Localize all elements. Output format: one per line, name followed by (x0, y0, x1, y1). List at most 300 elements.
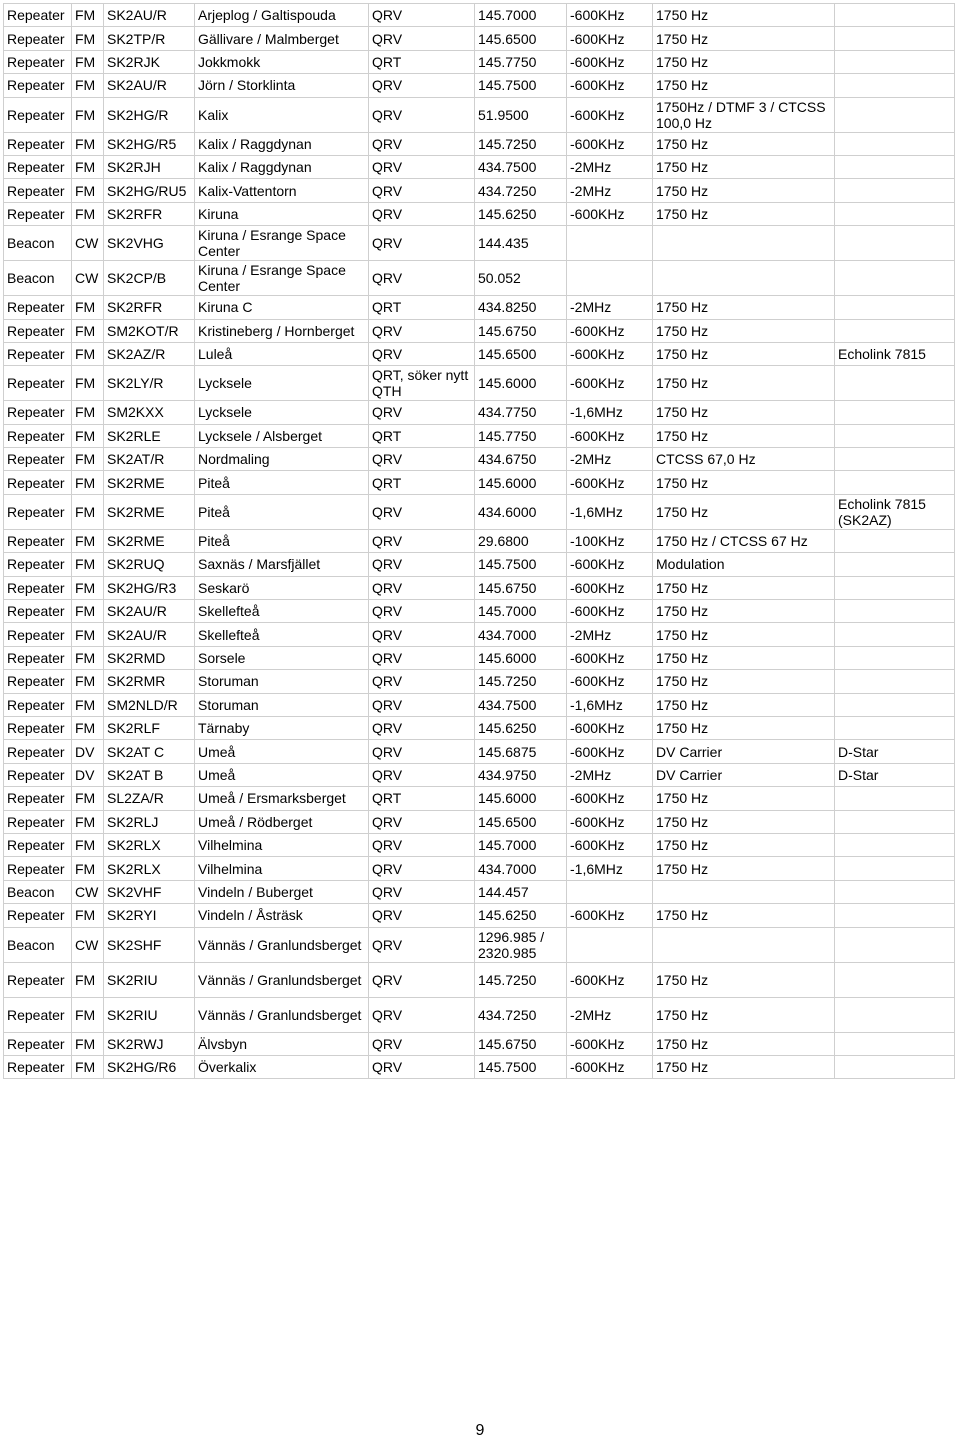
cell-location: Lycksele / Alsberget (195, 424, 369, 447)
cell-frequency: 434.7000 (475, 857, 567, 880)
cell-access: 1750 Hz (653, 342, 835, 365)
cell-note (835, 810, 955, 833)
cell-mode: FM (72, 623, 104, 646)
cell-type: Repeater (4, 319, 72, 342)
cell-note (835, 155, 955, 178)
cell-frequency: 145.7500 (475, 1055, 567, 1078)
cell-note (835, 553, 955, 576)
cell-note (835, 261, 955, 296)
cell-shift: -600KHz (567, 1032, 653, 1055)
cell-access: 1750 Hz (653, 904, 835, 927)
cell-status: QRV (369, 576, 475, 599)
table-row (4, 857, 955, 880)
cell-frequency: 145.6000 (475, 787, 567, 810)
cell-status: QRV (369, 857, 475, 880)
cell-frequency: 145.6250 (475, 904, 567, 927)
cell-access: 1750 Hz (653, 74, 835, 97)
cell-location: Saxnäs / Marsfjället (195, 553, 369, 576)
cell-frequency: 434.8250 (475, 296, 567, 319)
cell-callsign: SK2HG/R3 (104, 576, 195, 599)
cell-type: Repeater (4, 1032, 72, 1055)
cell-frequency: 434.6750 (475, 448, 567, 471)
cell-note (835, 319, 955, 342)
cell-frequency: 145.6000 (475, 471, 567, 494)
table-row (4, 471, 955, 494)
cell-callsign: SM2NLD/R (104, 693, 195, 716)
cell-note (835, 179, 955, 202)
cell-shift: -2MHz (567, 155, 653, 178)
cell-callsign: SK2RUQ (104, 553, 195, 576)
cell-status: QRV (369, 763, 475, 786)
cell-access: 1750 Hz (653, 27, 835, 50)
table-row (4, 904, 955, 927)
table-row (4, 670, 955, 693)
cell-shift: -600KHz (567, 646, 653, 669)
cell-mode: FM (72, 857, 104, 880)
cell-shift: -2MHz (567, 763, 653, 786)
cell-frequency: 434.7250 (475, 997, 567, 1032)
cell-callsign: SK2RME (104, 529, 195, 552)
cell-status: QRV (369, 553, 475, 576)
cell-note (835, 1032, 955, 1055)
table-row (4, 50, 955, 73)
cell-mode: FM (72, 833, 104, 856)
cell-access: DV Carrier (653, 763, 835, 786)
cell-shift: -600KHz (567, 202, 653, 225)
cell-status: QRV (369, 1032, 475, 1055)
cell-access: 1750 Hz (653, 202, 835, 225)
cell-status: QRV (369, 342, 475, 365)
cell-shift (567, 226, 653, 261)
cell-access: Modulation (653, 553, 835, 576)
cell-shift: -600KHz (567, 74, 653, 97)
cell-type: Repeater (4, 179, 72, 202)
table-row (4, 553, 955, 576)
cell-location: Lycksele (195, 366, 369, 401)
cell-access: 1750 Hz (653, 471, 835, 494)
table-row (4, 155, 955, 178)
repeater-table (3, 3, 955, 1079)
cell-access: 1750 Hz (653, 716, 835, 739)
cell-mode: FM (72, 401, 104, 424)
cell-callsign: SK2RMR (104, 670, 195, 693)
cell-access: 1750 Hz (653, 366, 835, 401)
cell-frequency: 145.6750 (475, 319, 567, 342)
cell-mode: FM (72, 366, 104, 401)
cell-type: Repeater (4, 962, 72, 997)
cell-status: QRV (369, 1055, 475, 1078)
cell-frequency: 144.457 (475, 880, 567, 903)
cell-status: QRT (369, 296, 475, 319)
cell-callsign: SK2HG/R5 (104, 132, 195, 155)
cell-status: QRV (369, 962, 475, 997)
cell-callsign: SK2AT/R (104, 448, 195, 471)
cell-shift: -2MHz (567, 623, 653, 646)
cell-access: 1750 Hz (653, 857, 835, 880)
cell-type: Repeater (4, 693, 72, 716)
cell-location: Överkalix (195, 1055, 369, 1078)
cell-location: Arjeplog / Galtispouda (195, 4, 369, 27)
cell-location: Umeå / Ersmarksberget (195, 787, 369, 810)
cell-status: QRV (369, 27, 475, 50)
table-row (4, 342, 955, 365)
cell-shift: -600KHz (567, 27, 653, 50)
cell-access: 1750 Hz (653, 576, 835, 599)
cell-status: QRV (369, 261, 475, 296)
cell-shift: -600KHz (567, 366, 653, 401)
cell-status: QRV (369, 319, 475, 342)
cell-type: Repeater (4, 623, 72, 646)
cell-type: Repeater (4, 904, 72, 927)
cell-location: Skellefteå (195, 623, 369, 646)
cell-access: 1750 Hz (653, 1055, 835, 1078)
cell-shift: -600KHz (567, 553, 653, 576)
cell-location: Umeå (195, 763, 369, 786)
cell-mode: FM (72, 646, 104, 669)
cell-callsign: SK2RIU (104, 997, 195, 1032)
cell-callsign: SK2RJK (104, 50, 195, 73)
cell-callsign: SK2RFR (104, 296, 195, 319)
cell-access: 1750 Hz (653, 4, 835, 27)
cell-frequency: 145.7250 (475, 132, 567, 155)
cell-access: 1750 Hz (653, 179, 835, 202)
cell-shift: -600KHz (567, 50, 653, 73)
cell-mode: FM (72, 448, 104, 471)
cell-shift: -600KHz (567, 833, 653, 856)
cell-frequency: 145.7500 (475, 553, 567, 576)
cell-type: Repeater (4, 202, 72, 225)
cell-location: Kristineberg / Hornberget (195, 319, 369, 342)
table-row (4, 810, 955, 833)
cell-mode: FM (72, 132, 104, 155)
cell-shift: -600KHz (567, 904, 653, 927)
cell-note (835, 600, 955, 623)
cell-status: QRV (369, 600, 475, 623)
table-row (4, 494, 955, 529)
cell-type: Repeater (4, 553, 72, 576)
cell-note (835, 401, 955, 424)
table-row (4, 424, 955, 447)
cell-access (653, 261, 835, 296)
cell-location: Storuman (195, 693, 369, 716)
cell-type: Repeater (4, 529, 72, 552)
cell-mode: FM (72, 471, 104, 494)
cell-mode: FM (72, 494, 104, 529)
cell-location: Vännäs / Granlundsberget (195, 962, 369, 997)
cell-access: 1750 Hz (653, 600, 835, 623)
cell-note (835, 27, 955, 50)
cell-note (835, 4, 955, 27)
cell-shift: -1,6MHz (567, 693, 653, 716)
cell-callsign: SK2RMD (104, 646, 195, 669)
cell-type: Repeater (4, 670, 72, 693)
table-row (4, 716, 955, 739)
table-row (4, 962, 955, 997)
table-row (4, 179, 955, 202)
cell-status: QRT, söker nytt QTH (369, 366, 475, 401)
cell-location: Piteå (195, 494, 369, 529)
cell-frequency: 145.6500 (475, 27, 567, 50)
cell-status: QRV (369, 494, 475, 529)
cell-callsign: SK2RLE (104, 424, 195, 447)
cell-frequency: 434.6000 (475, 494, 567, 529)
cell-status: QRV (369, 997, 475, 1032)
cell-frequency: 145.6500 (475, 810, 567, 833)
cell-frequency: 434.9750 (475, 763, 567, 786)
cell-status: QRV (369, 226, 475, 261)
cell-callsign: SK2AZ/R (104, 342, 195, 365)
cell-location: Sorsele (195, 646, 369, 669)
cell-shift: -600KHz (567, 4, 653, 27)
cell-callsign: SK2RLX (104, 857, 195, 880)
cell-shift: -1,6MHz (567, 857, 653, 880)
cell-callsign: SK2HG/R6 (104, 1055, 195, 1078)
cell-note (835, 962, 955, 997)
cell-mode: FM (72, 553, 104, 576)
cell-frequency: 145.7000 (475, 4, 567, 27)
cell-mode: FM (72, 1032, 104, 1055)
table-row (4, 600, 955, 623)
cell-mode: FM (72, 670, 104, 693)
cell-note (835, 1055, 955, 1078)
cell-status: QRV (369, 927, 475, 962)
cell-status: QRT (369, 50, 475, 73)
cell-frequency: 145.6875 (475, 740, 567, 763)
cell-frequency: 1296.985 / 2320.985 (475, 927, 567, 962)
cell-mode: FM (72, 296, 104, 319)
cell-type: Repeater (4, 401, 72, 424)
cell-type: Repeater (4, 763, 72, 786)
cell-note (835, 833, 955, 856)
cell-note (835, 623, 955, 646)
cell-type: Repeater (4, 366, 72, 401)
cell-type: Repeater (4, 833, 72, 856)
cell-callsign: SM2KOT/R (104, 319, 195, 342)
cell-shift (567, 880, 653, 903)
cell-access: 1750 Hz (653, 670, 835, 693)
cell-shift: -2MHz (567, 296, 653, 319)
cell-shift (567, 927, 653, 962)
page-number: 9 (475, 1422, 485, 1439)
cell-mode: DV (72, 763, 104, 786)
cell-callsign: SK2AU/R (104, 4, 195, 27)
cell-note (835, 904, 955, 927)
cell-location: Seskarö (195, 576, 369, 599)
table-row (4, 740, 955, 763)
cell-shift: -100KHz (567, 529, 653, 552)
table-row (4, 880, 955, 903)
cell-callsign: SK2AT C (104, 740, 195, 763)
table-row (4, 787, 955, 810)
cell-shift: -1,6MHz (567, 401, 653, 424)
cell-shift (567, 261, 653, 296)
cell-frequency: 145.7750 (475, 50, 567, 73)
cell-status: QRV (369, 693, 475, 716)
cell-callsign: SK2HG/R (104, 97, 195, 132)
cell-note (835, 448, 955, 471)
cell-note (835, 927, 955, 962)
cell-callsign: SK2RJH (104, 155, 195, 178)
cell-frequency: 145.6250 (475, 716, 567, 739)
cell-status: QRV (369, 904, 475, 927)
cell-status: QRV (369, 740, 475, 763)
cell-type: Beacon (4, 261, 72, 296)
cell-frequency: 145.6500 (475, 342, 567, 365)
cell-type: Repeater (4, 4, 72, 27)
cell-note: Echolink 7815 (835, 342, 955, 365)
cell-status: QRT (369, 787, 475, 810)
cell-shift: -600KHz (567, 787, 653, 810)
cell-type: Repeater (4, 810, 72, 833)
cell-note: D-Star (835, 740, 955, 763)
cell-type: Repeater (4, 74, 72, 97)
cell-access: 1750 Hz (653, 296, 835, 319)
cell-note (835, 576, 955, 599)
cell-location: Luleå (195, 342, 369, 365)
cell-note (835, 97, 955, 132)
cell-callsign: SK2TP/R (104, 27, 195, 50)
cell-location: Storuman (195, 670, 369, 693)
cell-type: Repeater (4, 424, 72, 447)
cell-status: QRV (369, 880, 475, 903)
cell-mode: FM (72, 342, 104, 365)
table-row (4, 296, 955, 319)
cell-status: QRV (369, 646, 475, 669)
cell-note (835, 646, 955, 669)
cell-access: DV Carrier (653, 740, 835, 763)
cell-type: Repeater (4, 97, 72, 132)
cell-note (835, 997, 955, 1032)
table-row (4, 366, 955, 401)
cell-type: Repeater (4, 576, 72, 599)
cell-location: Kalix (195, 97, 369, 132)
cell-location: Vindeln / Åsträsk (195, 904, 369, 927)
cell-note (835, 529, 955, 552)
cell-type: Repeater (4, 857, 72, 880)
cell-callsign: SK2RWJ (104, 1032, 195, 1055)
cell-access: CTCSS 67,0 Hz (653, 448, 835, 471)
cell-status: QRV (369, 155, 475, 178)
cell-access: 1750 Hz (653, 646, 835, 669)
cell-shift: -2MHz (567, 997, 653, 1032)
cell-type: Repeater (4, 155, 72, 178)
cell-access: 1750 Hz (653, 833, 835, 856)
cell-location: Piteå (195, 471, 369, 494)
cell-frequency: 145.7250 (475, 670, 567, 693)
cell-mode: CW (72, 927, 104, 962)
cell-status: QRV (369, 202, 475, 225)
cell-shift: -600KHz (567, 600, 653, 623)
cell-mode: FM (72, 50, 104, 73)
cell-mode: FM (72, 810, 104, 833)
cell-mode: FM (72, 74, 104, 97)
cell-location: Kiruna (195, 202, 369, 225)
cell-mode: FM (72, 997, 104, 1032)
table-row (4, 623, 955, 646)
cell-location: Piteå (195, 529, 369, 552)
cell-callsign: SK2RME (104, 471, 195, 494)
table-row (4, 226, 955, 261)
table-row (4, 448, 955, 471)
cell-frequency: 145.6000 (475, 366, 567, 401)
cell-note (835, 202, 955, 225)
cell-shift: -600KHz (567, 740, 653, 763)
cell-status: QRV (369, 670, 475, 693)
cell-shift: -600KHz (567, 424, 653, 447)
cell-location: Vännäs / Granlundsberget (195, 997, 369, 1032)
cell-type: Repeater (4, 716, 72, 739)
cell-access: 1750 Hz (653, 623, 835, 646)
cell-frequency: 145.7000 (475, 600, 567, 623)
cell-callsign: SK2RLX (104, 833, 195, 856)
cell-type: Repeater (4, 646, 72, 669)
cell-note (835, 50, 955, 73)
cell-status: QRV (369, 623, 475, 646)
cell-type: Beacon (4, 880, 72, 903)
cell-shift: -600KHz (567, 471, 653, 494)
cell-mode: DV (72, 740, 104, 763)
cell-shift: -600KHz (567, 1055, 653, 1078)
cell-type: Repeater (4, 787, 72, 810)
cell-access: 1750 Hz / CTCSS 67 Hz (653, 529, 835, 552)
table-row (4, 202, 955, 225)
cell-status: QRV (369, 833, 475, 856)
cell-frequency: 51.9500 (475, 97, 567, 132)
cell-mode: CW (72, 880, 104, 903)
cell-mode: FM (72, 97, 104, 132)
cell-shift: -1,6MHz (567, 494, 653, 529)
cell-type: Repeater (4, 50, 72, 73)
cell-shift: -600KHz (567, 810, 653, 833)
cell-mode: FM (72, 1055, 104, 1078)
cell-callsign: SL2ZA/R (104, 787, 195, 810)
cell-type: Repeater (4, 600, 72, 623)
cell-frequency: 145.7250 (475, 962, 567, 997)
cell-access: 1750Hz / DTMF 3 / CTCSS 100,0 Hz (653, 97, 835, 132)
cell-frequency: 145.6750 (475, 576, 567, 599)
cell-status: QRV (369, 97, 475, 132)
table-row (4, 1032, 955, 1055)
cell-note (835, 880, 955, 903)
cell-callsign: SK2CP/B (104, 261, 195, 296)
cell-access: 1750 Hz (653, 693, 835, 716)
cell-location: Jokkmokk (195, 50, 369, 73)
cell-location: Vilhelmina (195, 833, 369, 856)
table-row (4, 74, 955, 97)
cell-status: QRV (369, 716, 475, 739)
table-row (4, 97, 955, 132)
table-row (4, 401, 955, 424)
cell-mode: CW (72, 226, 104, 261)
cell-frequency: 29.6800 (475, 529, 567, 552)
cell-callsign: SK2LY/R (104, 366, 195, 401)
table-row (4, 27, 955, 50)
cell-type: Beacon (4, 927, 72, 962)
cell-callsign: SK2RFR (104, 202, 195, 225)
cell-callsign: SK2AU/R (104, 623, 195, 646)
cell-type: Repeater (4, 494, 72, 529)
cell-access: 1750 Hz (653, 787, 835, 810)
cell-note (835, 74, 955, 97)
cell-frequency: 434.7250 (475, 179, 567, 202)
cell-callsign: SK2AU/R (104, 74, 195, 97)
cell-frequency: 145.7750 (475, 424, 567, 447)
cell-frequency: 434.7500 (475, 693, 567, 716)
cell-callsign: SM2KXX (104, 401, 195, 424)
table-row (4, 646, 955, 669)
cell-location: Lycksele (195, 401, 369, 424)
cell-mode: FM (72, 202, 104, 225)
